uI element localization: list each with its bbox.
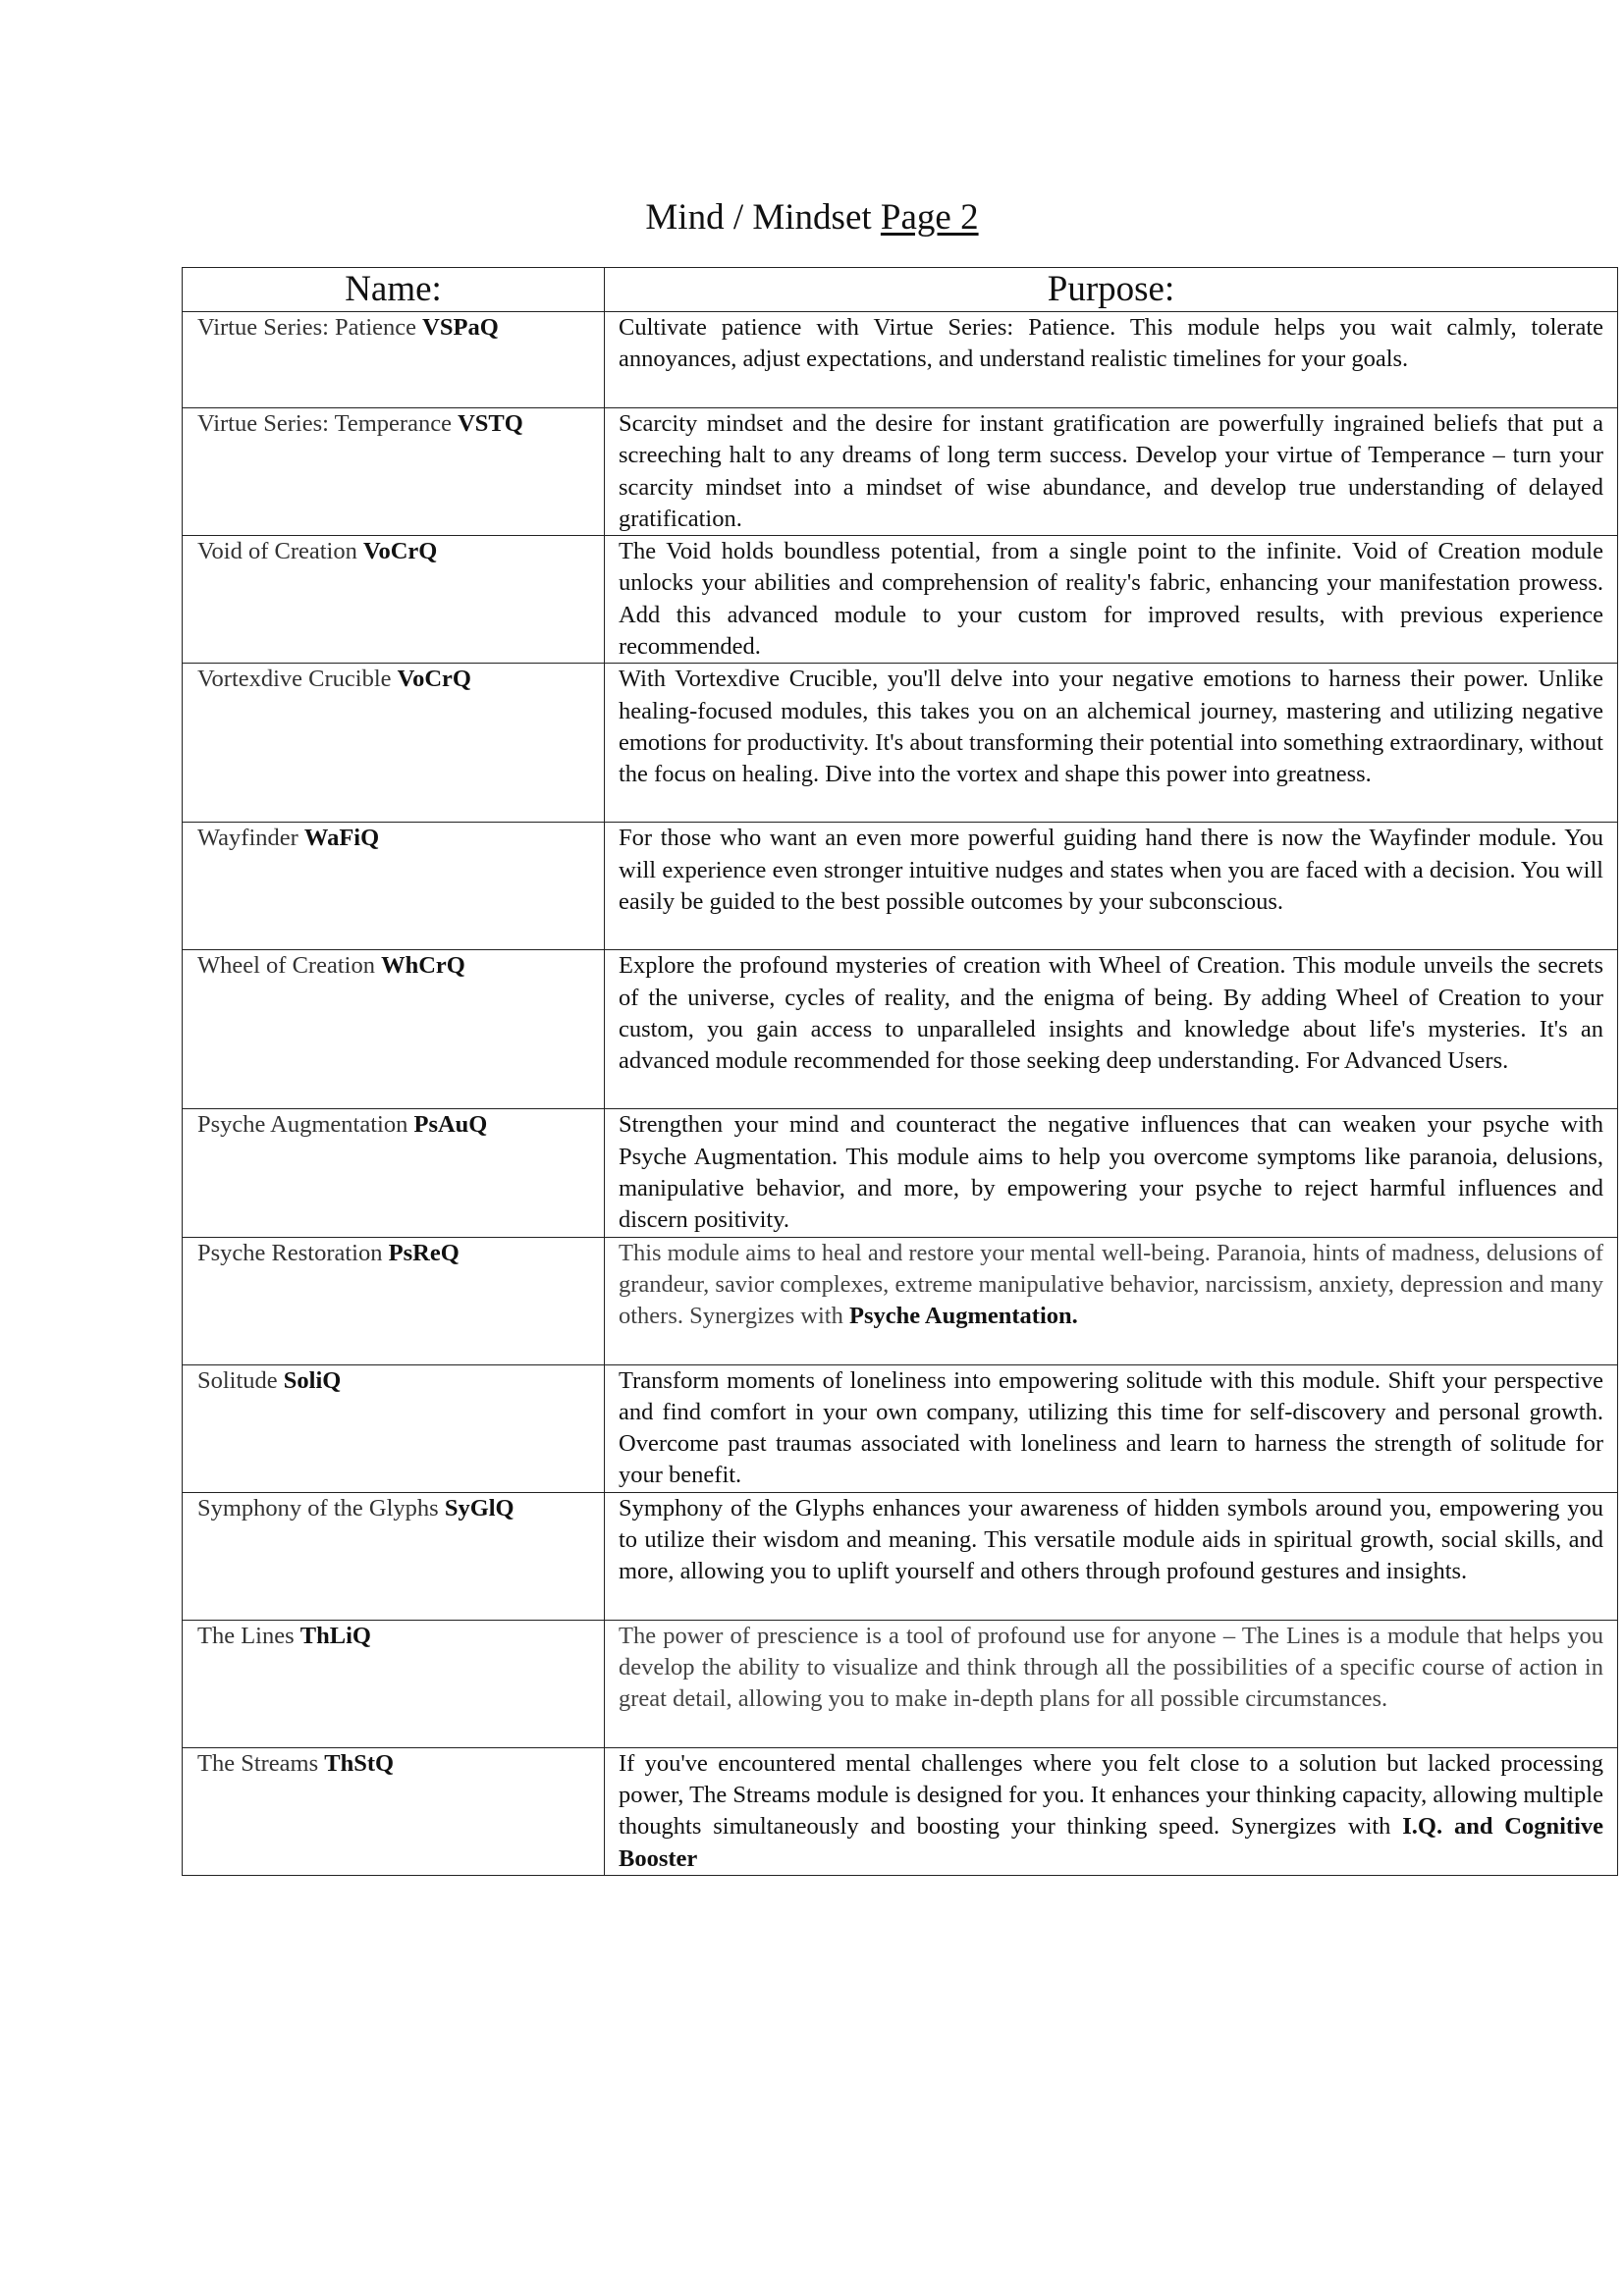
module-name-cell [183,1747,605,1875]
module-purpose-cell [605,950,1618,1109]
module-purpose: Strengthen your mind and counteract the negative influences that can weaken your psyche with Psyche Augmentation. This module aims to help you overcome symptoms like paranoia, delusions, manipulative behavior, and more, by empowering your psyche to reject harmful influences and discern positivity. [619,1111,1603,1234]
module-code: WaFiQ [303,825,380,852]
module-code: VSPaQ [422,314,499,341]
module-name-cell [183,1109,605,1237]
module-purpose: Symphony of the Glyphs enhances your awareness of hidden symbols around you, empowering you to utilize their wisdom and meaning. This versatile module aids in spiritual growth, social skills, and more, allowing you to uplift yourself and others through profound gestures and insights. [619,1494,1603,1585]
module-purpose: Explore the profound mysteries of creation with Wheel of Creation. This module unveils the secrets of the universe, cycles of reality, and the enigma of being. By adding Wheel of Creation to your custom, you gain access to unparalleled insights and knowledge about life's mysteries. It's an advanced module recommended for those seeking deep understanding. For Advanced Users. [619,952,1603,1075]
name-column-header: Name: [183,268,605,312]
module-name: Symphony of the Glyphs [197,1494,445,1522]
module-purpose-cell [605,408,1618,536]
table-row [183,1237,1618,1364]
modules-table [182,267,1618,1876]
module-name-cell [183,664,605,823]
table-row [183,823,1618,950]
module-code: ThStQ [324,1749,395,1777]
module-name-cell [183,536,605,664]
module-name: Vortexdive Crucible [197,666,398,693]
module-purpose-cell [605,1492,1618,1620]
table-row [183,664,1618,823]
module-name-cell [183,950,605,1109]
module-purpose: This module aims to heal and restore your mental well-being. Paranoia, hints of madness, delusions of grandeur, savior complexes, extreme manipulative behavior, narcissism, anxiety, depression and many others. Synergizes with [619,1239,1603,1330]
module-code: PsAuQ [413,1111,488,1139]
module-purpose-cell [605,312,1618,408]
table-row [183,408,1618,536]
module-name: Virtue Series: Patience [197,314,423,341]
table-row [183,1364,1618,1492]
module-name: Wayfinder [197,825,304,852]
module-purpose: The power of prescience is a tool of profound use for anyone – The Lines is a module that helps you develop the ability to visualize and think through all the possibilities of a specific course of action in great detail, allowing you to make in-depth plans for all possible circumstances. [619,1622,1603,1713]
table-row [183,312,1618,408]
module-purpose: Transform moments of loneliness into empowering solitude with this module. Shift your perspective and find comfort in your own company, utilizing this time for self-discovery and personal growth. Overcome past traumas associated with loneliness and learn to harness the strength of solitude for your benefit. [619,1366,1603,1489]
table-row [183,1492,1618,1620]
table-row [183,1747,1618,1875]
module-purpose: If you've encountered mental challenges where you felt close to a solution but lacked processing power, The Streams module is designed for you. It enhances your thinking capacity, allowing multiple thoughts simultaneously and boosting your thinking speed. Synergizes with [619,1749,1603,1841]
module-code: VoCrQ [397,666,471,693]
module-name: Void of Creation [197,538,363,565]
table-row [183,536,1618,664]
module-name: Psyche Augmentation [197,1111,414,1139]
module-purpose-cell [605,1109,1618,1237]
module-purpose-cell [605,823,1618,950]
page-title [0,194,1624,241]
module-code: WhCrQ [381,952,465,980]
module-name-cell [183,823,605,950]
module-code: PsReQ [388,1239,460,1266]
module-code: ThLiQ [299,1622,371,1649]
module-name: Wheel of Creation [197,952,382,980]
table-row [183,950,1618,1109]
module-purpose-emphasis: I.Q. and Cognitive Booster [619,1813,1604,1872]
module-purpose-cell [605,1747,1618,1875]
table-header-row [183,268,1618,312]
module-name-cell [183,1492,605,1620]
module-name-cell [183,312,605,408]
module-purpose-cell [605,1620,1618,1747]
module-name: Solitude [197,1366,284,1394]
module-name: The Lines [197,1622,300,1649]
module-purpose: Scarcity mindset and the desire for instant gratification are powerfully ingrained beliefs that put a screeching halt to any dreams of long term success. Develop your virtue of Temperance – turn your scarcity mindset into a mindset of wise abundance, and develop true understanding of delayed gratification. [619,410,1603,532]
page-number-link[interactable]: Page 2 [880,197,979,238]
module-purpose: With Vortexdive Crucible, you'll delve into your negative emotions to harness their power. Unlike healing-focused modules, this takes you on an alchemical journey, mastering and utilizing negative emotions for productivity. It's about transforming their potential into something extraordinary, without the focus on healing. Dive into the vortex and shape this power into greatness. [619,666,1603,788]
module-name: Psyche Restoration [197,1239,389,1266]
module-name-cell [183,1364,605,1492]
page-title-text: Mind / Mindset [645,197,881,238]
module-purpose-cell [605,536,1618,664]
module-name: The Streams [197,1749,325,1777]
table-row [183,1620,1618,1747]
module-name-cell [183,1237,605,1364]
module-purpose: The Void holds boundless potential, from a single point to the infinite. Void of Creation module unlocks your abilities and comprehension of reality's fabric, enhancing your manifestation prowess. Add this advanced module to your custom for improved results, with previous experience recommended. [619,538,1603,661]
module-code: VoCrQ [363,538,438,565]
table-row [183,1109,1618,1237]
module-code: SyGlQ [444,1494,514,1522]
module-purpose-emphasis: Psyche Augmentation. [849,1303,1078,1330]
module-name-cell [183,1620,605,1747]
purpose-column-header: Purpose: [605,268,1618,312]
module-purpose-cell [605,1237,1618,1364]
module-code: VSTQ [458,410,523,437]
module-purpose-cell [605,664,1618,823]
module-name: Virtue Series: Temperance [197,410,459,437]
module-purpose: Cultivate patience with Virtue Series: Patience. This module helps you wait calmly, tolerate annoyances, adjust expectations, and understand realistic timelines for your goals. [619,314,1603,373]
module-code: SoliQ [283,1366,342,1394]
module-name-cell [183,408,605,536]
module-purpose-cell [605,1364,1618,1492]
module-purpose: For those who want an even more powerful guiding hand there is now the Wayfinder module. You will experience even stronger intuitive nudges and states when you are faced with a decision. You will easily be guided to the best possible outcomes by your subconscious. [619,825,1603,915]
